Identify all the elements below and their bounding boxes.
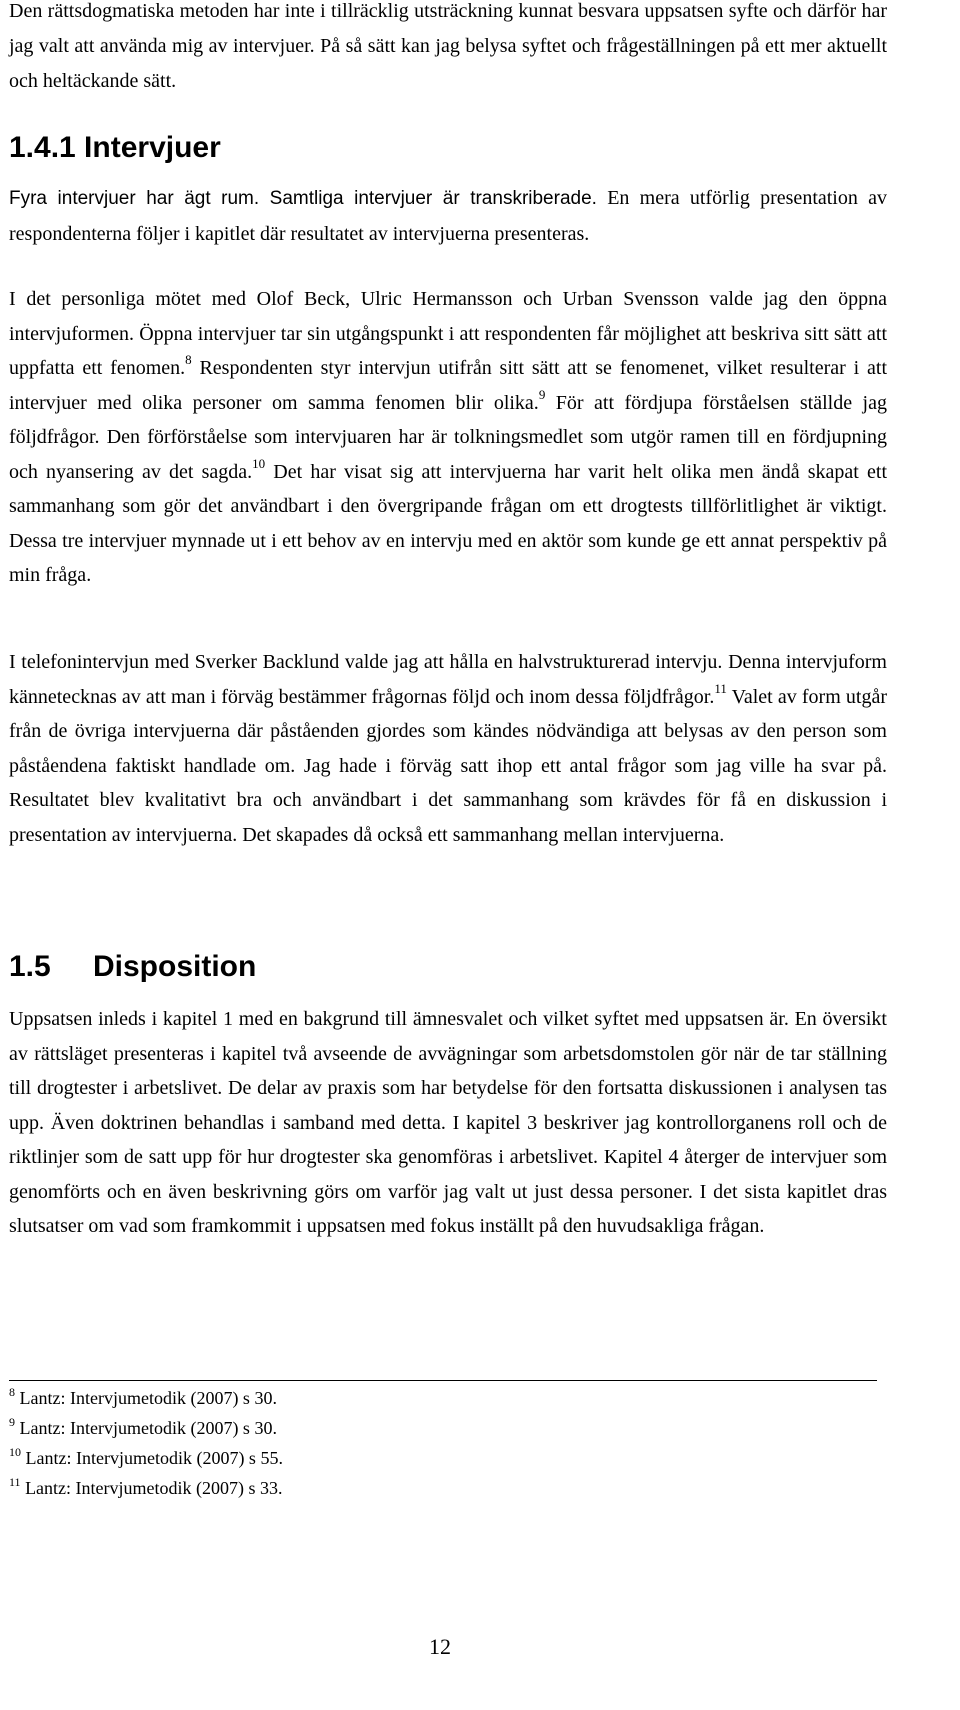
page-number: 12 [429,1634,451,1659]
text-segment: Valet av form utgår från de övriga intervjuerna där påståenden gjordes som kändes nödvändiga att belysas av den person som påståendena faktiskt handlade om. Jag hade i förväg satt ihop ett antal frågor som jag ville ha svar på. Resultatet blev kvalitativt bra och användbart i det sammanhang som krävdes för få en diskussion i presentation av intervjuerna. Det skapades då också ett sammanhang mellan intervjuerna. [9,685,887,846]
paragraph-open-interviews [9,282,887,593]
footnote-ref-8[interactable]: 8 [185,352,192,368]
footnote-9 [9,1413,879,1443]
intro-continuation: En mera utförlig presentation av respondenterna följer i kapitlet där resultatet av intervjuerna presenteras. [9,187,887,245]
intro-sentence: Fyra intervjuer har ägt rum. Samtliga intervjuer är transkriberade. [9,188,597,209]
footnote-text: Lantz: Intervjumetodik (2007) s 30. [19,1418,277,1438]
text-segment: Respondenten styr intervjun utifrån sitt sätt att se fenomenet, vilket resulterar i att intervjuer med olika personer om samma fenomen blir olika. [9,357,887,414]
footnote-8 [9,1383,879,1413]
footnote-ref-9[interactable]: 9 [538,386,546,402]
paragraph-disposition: Uppsatsen inleds i kapitel 1 med en bakgrund till ämnesvalet och vilket syftet med uppsatsen är. En översikt av rättsläget presenteras i kapitel två avseende de avvägningar som arbetsdomstolen gör när de tar ställning till drogtester i arbetslivet. De delar av praxis som har betydelse för den fortsatta diskussionen i analysen tas upp. Även doktrinen behandlas i samband med detta. I kapitel 3 beskriver jag kontrollorganens roll och de riktlinjer som de satt upp för hur drogtester ska genomföras i arbetslivet. Kapitel 4 återger de intervjuer som genomförts och en även beskrivning görs om varför jag valt ut just dessa personer. I det sista kapitlet dras slutsatser om vad som framkommit i uppsatsen med fokus inställt på den huvudsakliga frågan. [9,1008,887,1237]
footnote-number: 10 [9,1445,21,1459]
footnote-text: Lantz: Intervjumetodik (2007) s 33. [25,1478,283,1498]
footnotes [9,1383,879,1503]
paragraph-interviews-intro [9,181,887,251]
footnote-number: 8 [9,1385,15,1399]
footnote-number: 11 [9,1475,21,1489]
footnote-text: Lantz: Intervjumetodik (2007) s 55. [25,1448,283,1468]
footnote-separator [9,1380,877,1381]
footnote-10 [9,1443,879,1473]
paragraph-telephone-interview [9,645,887,852]
footnote-text: Lantz: Intervjumetodik (2007) s 30. [19,1388,277,1408]
footnote-ref-11[interactable]: 11 [714,680,727,696]
heading-number: 1.5 [9,950,51,983]
heading-intervjuer: 1.4.1 Intervjuer [9,131,221,164]
paragraph-method: Den rättsdogmatiska metoden har inte i tillräcklig utsträckning kunnat besvara uppsatsen syfte och därför har jag valt att använda mig av intervjuer. På så sätt kan jag belysa syftet och frågeställningen på ett mer aktuellt och heltäckande sätt. [9,0,887,92]
text-segment: I det personliga mötet med Olof Beck, Ulric Hermansson och Urban Svensson valde jag den öppna intervjuformen. Öppna intervjuer tar sin utgångspunkt i att respondenten får möjlighet att beskriva sitt sätt att uppfatta ett fenomen. [9,288,887,379]
text-segment: För att fördjupa förståelsen ställde jag följdfrågor. Den förförståelse som intervjuaren har är tolkningsmedlet som utgör ramen till en fördjupning och nyansering av det sagda. [9,391,887,483]
text-segment: I telefonintervjun med Sverker Backlund valde jag att hålla en halvstrukturerad intervju. Denna intervjuform kännetecknas av att man i förväg bestämmer frågornas följd och inom dessa följdfrågor. [9,651,887,708]
footnote-number: 9 [9,1415,15,1429]
footnote-11 [9,1473,879,1503]
text-segment: Det har visat sig att intervjuerna har varit helt olika men ändå skapat ett sammanhang som gör det användbart i den övergripande frågan om ett drogtests tillförlitlighet är viktigt. Dessa tre intervjuer mynnade ut i ett behov av en intervju med en aktör som kunde ge ett annat perspektiv på min fråga. [9,460,888,586]
heading-title: Disposition [93,950,257,983]
heading-disposition [9,949,256,985]
footnote-ref-10[interactable]: 10 [252,455,266,471]
